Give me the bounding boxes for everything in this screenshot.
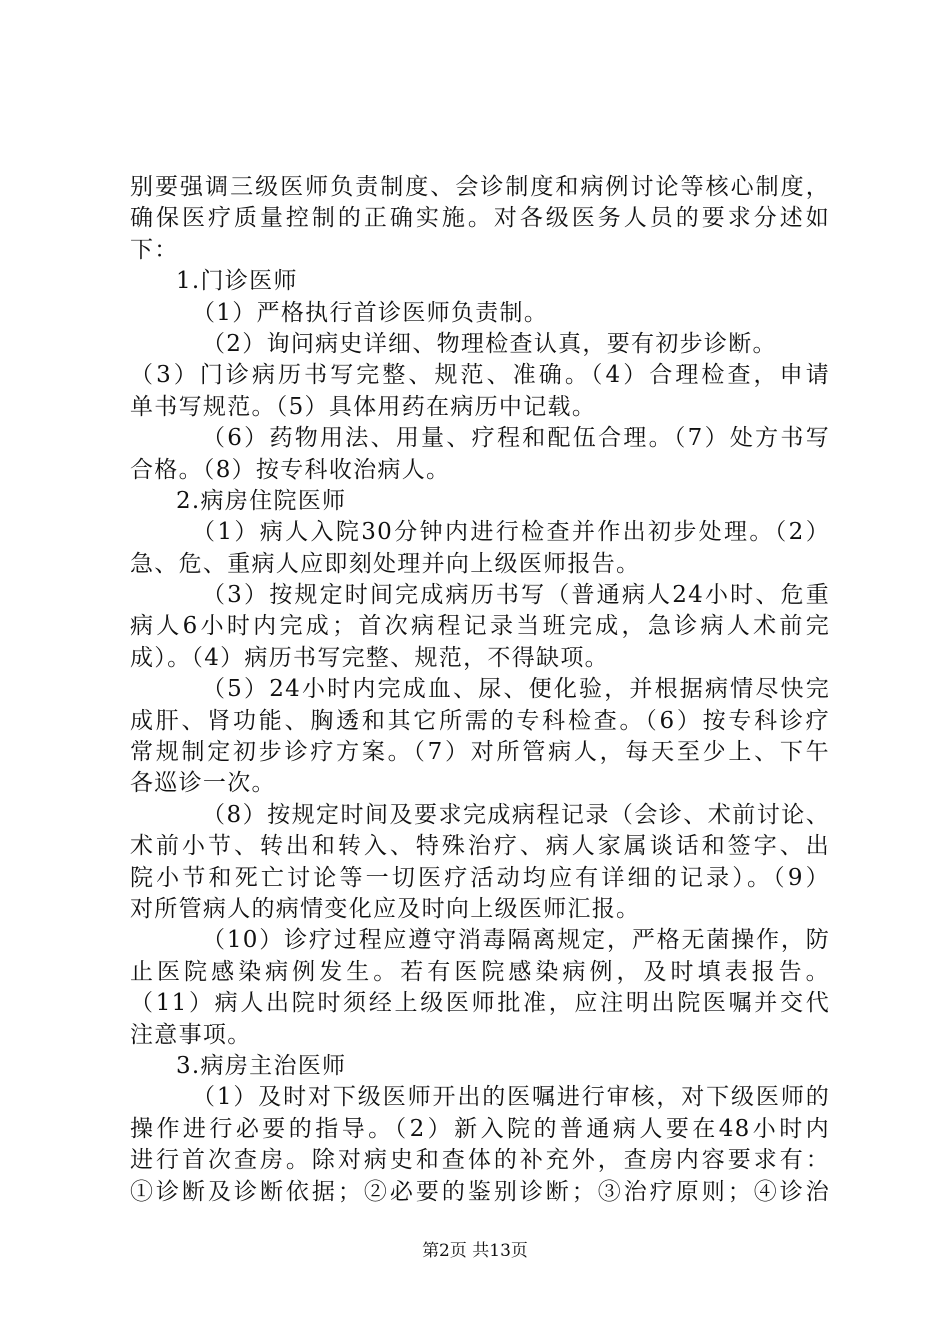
text-line: 下：: [130, 236, 179, 263]
text-line: （11）病人出院时须经上级医师批准，应注明出院医嘱并交代: [130, 990, 830, 1017]
document-body: [130, 172, 830, 1208]
text-line: （8）按规定时间及要求完成病程记录（会诊、术前讨论、: [202, 801, 830, 828]
text-line: 操作进行必要的指导。（2）新入院的普通病人要在48小时内: [130, 1115, 830, 1142]
text-line: 成肝、肾功能、胸透和其它所需的专科检查。（6）按专科诊疗: [130, 707, 830, 734]
text-line: （3）按规定时间完成病历书写（普通病人24小时、危重: [202, 582, 830, 609]
text-line: ①诊断及诊断依据；②必要的鉴别诊断；③治疗原则；④诊治: [130, 1178, 830, 1205]
text-line: 院小节和死亡讨论等一切医疗活动均应有详细的记录）。（9）: [130, 864, 830, 891]
text-line: 单书写规范。（5）具体用药在病历中记载。: [130, 393, 597, 420]
text-line: 成）。（4）病历书写完整、规范，不得缺项。: [130, 644, 609, 671]
text-line: 止医院感染病例发生。若有医院感染病例，及时填表报告。: [130, 958, 830, 985]
text-line: 术前小节、转出和转入、特殊治疗、病人家属谈话和签字、出: [130, 833, 830, 860]
text-line: （5）24小时内完成血、尿、便化验，并根据病情尽快完: [202, 676, 830, 703]
text-line: 急、危、重病人应即刻处理并向上级医师报告。: [130, 550, 641, 577]
text-line: （1）及时对下级医师开出的医嘱进行审核，对下级医师的: [192, 1084, 830, 1111]
text-line: （10）诊疗过程应遵守消毒隔离规定，严格无菌操作，防: [202, 927, 830, 954]
text-line: 确保医疗质量控制的正确实施。对各级医务人员的要求分述如: [130, 205, 830, 232]
text-line: （6）药物用法、用量、疗程和配伍合理。（7）处方书写: [202, 425, 830, 452]
text-line: 注意事项。: [130, 1021, 252, 1048]
text-line: 各巡诊一次。: [130, 770, 276, 797]
text-line: 常规制定初步诊疗方案。（7）对所管病人，每天至少上、下午: [130, 739, 830, 766]
text-line: （1）病人入院30分钟内进行检查并作出初步处理。（2）: [192, 519, 830, 546]
text-line: 进行首次查房。除对病史和查体的补充外，查房内容要求有：: [130, 1147, 830, 1174]
page-number-footer: 第2页 共13页: [422, 1241, 528, 1261]
text-line: （3）门诊病历书写完整、规范、准确。（4）合理检查，申请: [130, 362, 830, 389]
text-line: 病人6小时内完成；首次病程记录当班完成，急诊病人术前完: [130, 613, 830, 640]
text-line: （1）严格执行首诊医师负责制。: [192, 299, 549, 326]
text-line: 别要强调三级医师负责制度、会诊制度和病例讨论等核心制度，: [130, 174, 830, 200]
text-line: 对所管病人的病情变化应及时向上级医师汇报。: [130, 895, 641, 922]
section-heading-resident: 2.病房住院医师: [176, 487, 347, 514]
section-heading-attending: 3.病房主治医师: [176, 1052, 347, 1079]
text-line: 合格。（8）按专科收治病人。: [130, 456, 451, 483]
text-line: （2）询问病史详细、物理检查认真，要有初步诊断。: [202, 330, 777, 357]
section-heading-outpatient: 1.门诊医师: [176, 268, 298, 295]
